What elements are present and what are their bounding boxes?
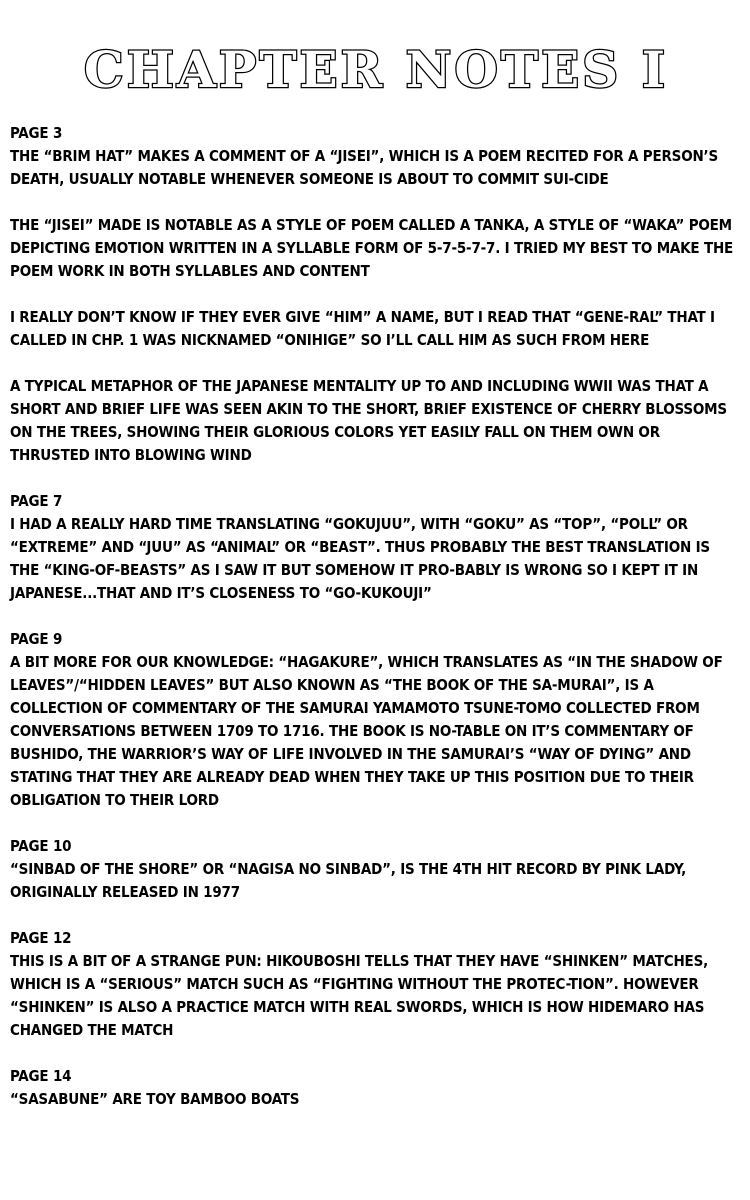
note-paragraph: “SASABUNE” ARE TOY BAMBOO BOATS (10, 1090, 300, 1108)
note-paragraph: “SINBAD OF THE SHORE” OR “NAGISA NO SINBAD”, IS THE 4TH HIT RECORD BY PINK LADY, ORIGINALLY RELEASED IN 1977 (10, 860, 686, 901)
note-paragraph: A TYPICAL METAPHOR OF THE JAPANESE MENTALITY UP TO AND INCLUDING WWII WAS THAT A SHORT AND BRIEF LIFE WAS SEEN AKIN TO THE SHORT, BRIEF EXISTENCE OF CHERRY BLOSSOMS ON THE TREES, SHOWING THEIR GLORIOUS COLORS YET EASILY FALL ON THEM OWN OR THRUSTED INTO BLOWING WIND (10, 377, 727, 464)
note-paragraph: A BIT MORE FOR OUR KNOWLEDGE: “HAGAKURE”, WHICH TRANSLATES AS “IN THE SHADOW OF LEAVES”/“HIDDEN LEAVES” BUT ALSO KNOWN AS “THE BOOK OF THE SA-MURAI”, IS A COLLECTION OF COMMENTARY OF THE SAMURAI YAMAMOTO TSUNE-TOMO COLLECTED FROM CONVERSATIONS BETWEEN 1709 TO 1716. THE BOOK IS NO-TABLE ON IT’S COMMENTARY OF BUSHIDO, THE WARRIOR’S WAY OF LIFE INVOLVED IN THE SAMURAI’S “WAY OF DYING” AND STATING THAT THEY ARE ALREADY DEAD WHEN THEY TAKE UP THIS POSITION DUE TO THEIR OBLIGATION TO THEIR LORD (10, 653, 723, 809)
note-page-9 (10, 628, 742, 812)
note-page-label: PAGE 7 (10, 492, 63, 510)
note-page-label: PAGE 10 (10, 837, 72, 855)
note-page-label: PAGE 9 (10, 630, 63, 648)
note-paragraph: I REALLY DON’T KNOW IF THEY EVER GIVE “HIM” A NAME, BUT I READ THAT “GENE-RAL” THAT I CALLED IN CHP. 1 WAS NICKNAMED “ONIHIGE” SO I’LL CALL HIM AS SUCH FROM HERE (10, 308, 715, 349)
note-page-label: PAGE 12 (10, 929, 72, 947)
page-title: CHAPTER NOTES I (83, 40, 669, 99)
note-page-12 (10, 927, 742, 1042)
notes-list (10, 122, 742, 1111)
note-page-7 (10, 490, 742, 605)
note-page-label: PAGE 14 (10, 1067, 72, 1085)
note-paragraph: THE “JISEI” MADE IS NOTABLE AS A STYLE OF POEM CALLED A TANKA, A STYLE OF “WAKA” POEM DEPICTING EMOTION WRITTEN IN A SYLLABLE FORM OF 5-7-5-7-7. I TRIED MY BEST TO MAKE THE POEM WORK IN BOTH SYLLABLES AND CONTENT (10, 216, 734, 280)
note-paragraph: I HAD A REALLY HARD TIME TRANSLATING “GOKUJUU”, WITH “GOKU” AS “TOP”, “POLL” OR “EXTREME” AND “JUU” AS “ANIMAL” OR “BEAST”. THUS PROBABLY THE BEST TRANSLATION IS THE “KING-OF-BEASTS” AS I SAW IT BUT SOMEHOW IT PRO-BABLY IS WRONG SO I KEPT IT IN JAPANESE...THAT AND IT’S CLOSENESS TO “GO-KUKOUJI” (10, 515, 710, 602)
note-page-10 (10, 835, 742, 904)
note-page-14 (10, 1065, 742, 1111)
note-page-label: PAGE 3 (10, 124, 63, 142)
note-paragraph: THE “BRIM HAT” MAKES A COMMENT OF A “JISEI”, WHICH IS A POEM RECITED FOR A PERSON’S DEATH, USUALLY NOTABLE WHENEVER SOMEONE IS ABOUT TO COMMIT SUI-CIDE (10, 147, 718, 188)
note-page-3 (10, 122, 742, 467)
note-paragraph: THIS IS A BIT OF A STRANGE PUN: HIKOUBOSHI TELLS THAT THEY HAVE “SHINKEN” MATCHES, WHICH IS A “SERIOUS” MATCH SUCH AS “FIGHTING WITHOUT THE PROTEC-TION”. HOWEVER “SHINKEN” IS ALSO A PRACTICE MATCH WITH REAL SWORDS, WHICH IS HOW HIDEMARO HAS CHANGED THE MATCH (10, 952, 709, 1039)
